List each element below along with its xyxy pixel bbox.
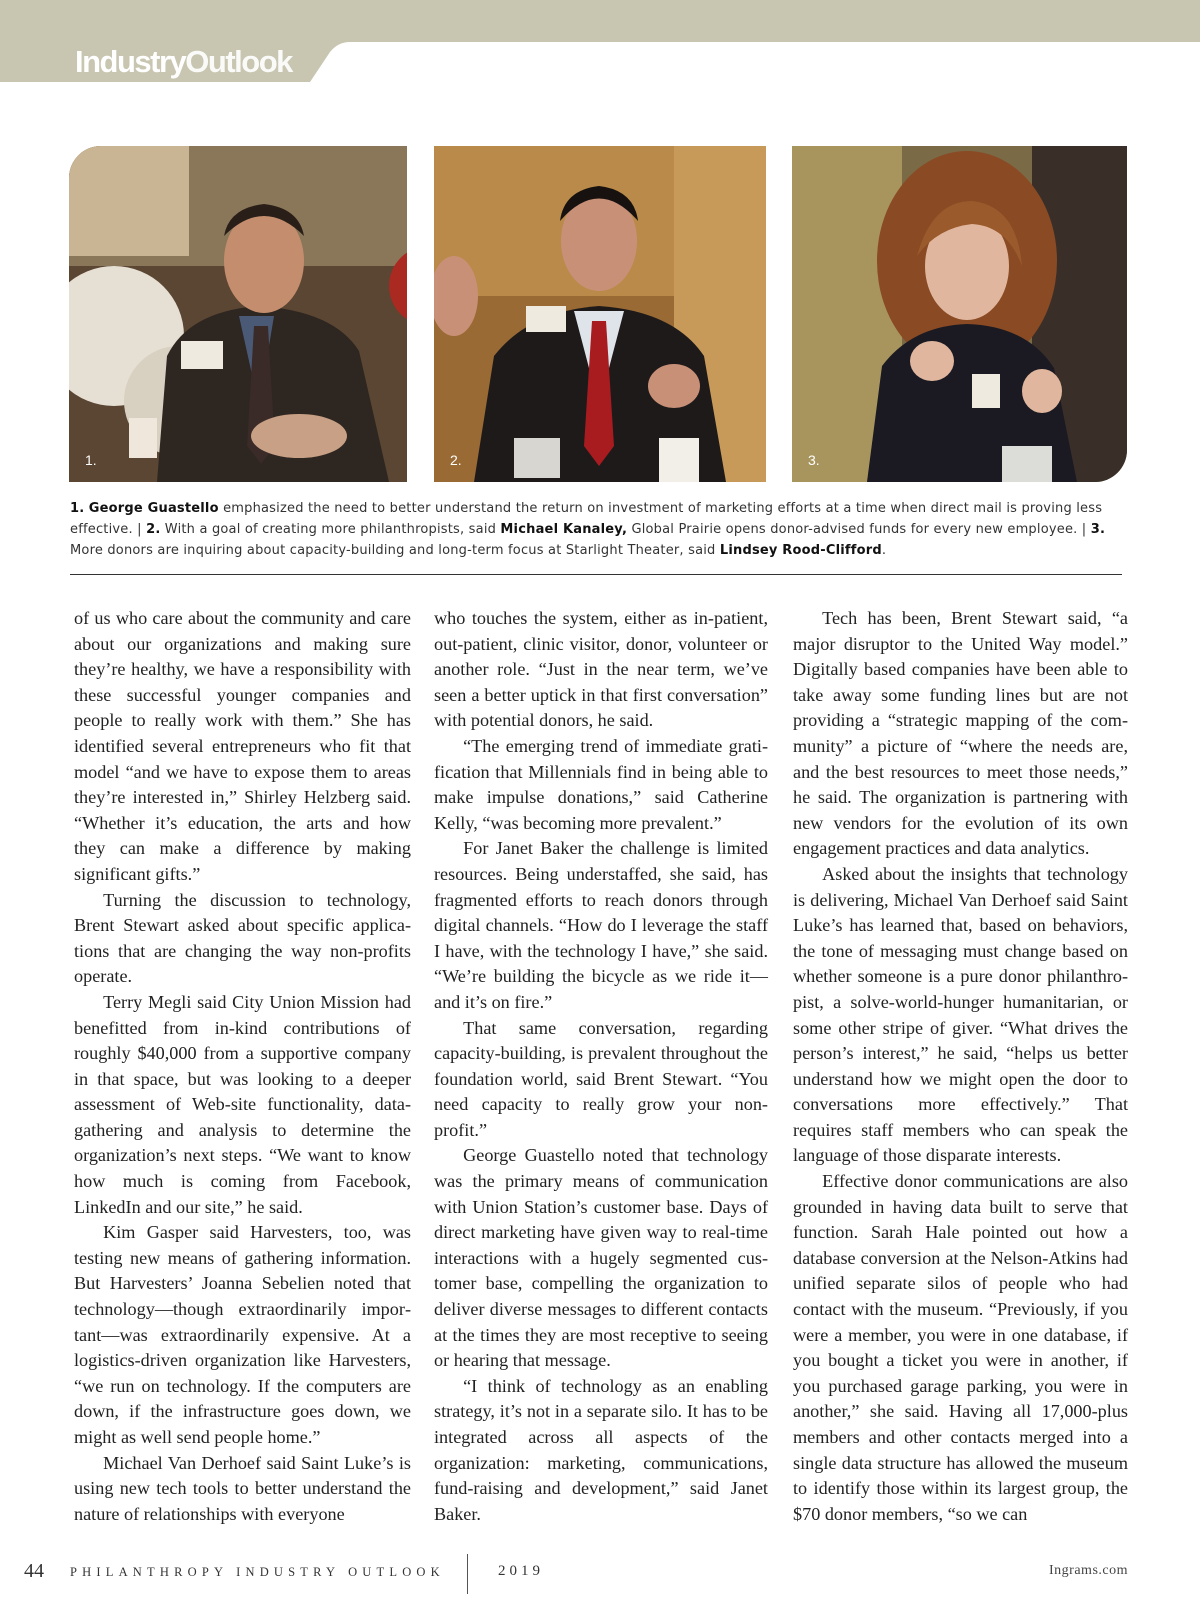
publication-title: PHILANTHROPY INDUSTRY OUTLOOK <box>70 1565 445 1579</box>
photo-george-guastello <box>69 146 407 482</box>
article-column-1 <box>74 606 411 1527</box>
section-title-word-2: Outlook <box>185 44 292 79</box>
photo-michael-kanaley <box>434 146 766 482</box>
header-band <box>0 0 1200 40</box>
caption-text: More donors are inquiring about capacity-building and long-term focus at Starlight Theater, said <box>70 543 720 558</box>
caption-name: George Guastello <box>88 501 219 516</box>
paragraph: For Janet Baker the challenge is limited resources. Being understaffed, she said, has fragmented efforts to reach donors through digital channels. “How do I leverage the staff I have, with the technology I have,” she said. “We’re building the bicycle as we ride it—and it’s on fire.” <box>434 838 768 1012</box>
caption-number: 3. <box>1090 522 1106 537</box>
article-column-2 <box>434 606 768 1527</box>
caption-text: . <box>881 543 887 558</box>
photo-caption <box>70 498 1126 561</box>
site-link[interactable]: Ingrams.com <box>1049 1563 1128 1578</box>
section-title-word-1: Industry <box>75 44 186 79</box>
section-title <box>75 42 292 82</box>
photo-lindsey-rood-clifford <box>792 146 1127 482</box>
paragraph: Kim Gasper said Harvesters, too, was testing new means of gathering information. But Harvesters’ Joanna Sebelien noted that technology—though extraordinarily important—was extraordinarily expensive. At a logistics-driven organization like Harvesters, “we run on technology. If the computers are down, if the infrastructure goes down, we might as well send people home.” <box>74 1222 411 1447</box>
photo-number: 1. <box>85 452 97 468</box>
caption-text: With a goal of creating more philanthropists, said <box>160 522 501 537</box>
paragraph: Terry Megli said City Union Mission had benefitted from in-kind contributions of roughly $40,000 from a supportive company in that space, but was looking to a deeper assessment of Web-site functionality, data-gathering and analysis to determine the organization’s next steps. “We want to know how much is coming from Facebook, LinkedIn and our site,” he said. <box>74 991 411 1217</box>
photo-number: 2. <box>450 452 462 468</box>
caption-divider <box>70 574 1122 575</box>
caption-name: Michael Kanaley, <box>500 522 628 537</box>
paragraph: George Guastello noted that technology was the primary means of communication with Union Station’s customer base. Days of direct marketing have given way to real-time interactions with a hugely segmented customer base, compelling the organization to deliver diverse messages to different contacts at the times they are most receptive to seeing or hearing that message. <box>434 1145 768 1371</box>
caption-name: Lindsey Rood-Clifford <box>719 543 882 558</box>
caption-number: 1. <box>70 501 85 516</box>
paragraph: who touches the system, either as in-patient, out-patient, clinic visitor, donor, volunteer or another role. “Just in the near term, we’ve seen a better uptick in that first conversation” with potential donors, he said. <box>434 608 768 731</box>
paragraph: “I think of technology as an enabling strategy, it’s not in a separate silo. It has to be integrated across all aspects of the organization: marketing, communications, fund-raising and development,” said Janet Baker. <box>434 1375 768 1524</box>
paragraph: Tech has been, Brent Stewart said, “a major disruptor to the United Way model.” Digitally based companies have been able to take away some funding lines but are not providing a “strategic mapping of the community” a picture of “where the needs are, and the best resources to meet those needs,” he said. The organization is partnering with new vendors for the evolution of its own engagement practices and data analytics. <box>793 608 1128 859</box>
paragraph: Turning the discussion to technology, Brent Stewart asked about specific applications that are changing the way non-profits operate. <box>74 889 411 987</box>
paragraph: That same conversation, regarding capacity-building, is prevalent throughout the foundation world, said Brent Stewart. “You need capacity to really grow your non-profit.” <box>434 1017 768 1140</box>
caption-text: Global Prairie opens donor-advised funds for every new employee. | <box>627 522 1091 537</box>
caption-number: 2. <box>146 522 161 537</box>
paragraph: of us who care about the community and care about our organizations and making sure they’re healthy, we have a responsibility with these successful younger companies and people to really work with them.” She has identified several entrepreneurs who fit that model “and we have to expose them to areas they’re interested in,” Shirley Helzberg said. “Whether it’s education, the arts and how they can make a difference by making significant gifts.” <box>74 608 411 884</box>
paragraph: Asked about the insights that technology is delivering, Michael Van Derhoef said Saint Luke’s has learned that, based on behaviors, the tone of messaging must change based on whether someone is a pure donor philanthropist, a solve-world-hunger humanitarian, or some other stripe of giver. “What drives the person’s interest,” he said, “helps us better understand how we might open the door to conversations more effectively.” That requires staff members who can speak the language of those disparate interests. <box>793 863 1128 1166</box>
paragraph: Effective donor communications are also grounded in having data built to serve that function. Sarah Hale pointed out how a database conversion at the Nelson-Atkins had unified separate silos of people who had contact with the museum. “Previously, if you were a member, you were in one database, if you bought a ticket you were in another, if you purchased garage parking, you were in another,” she said. Having all 17,000-plus members and other contacts merged into a single data structure has allowed the museum to identify those within its largest group, the $70 donor members, “so we can <box>793 1171 1128 1524</box>
paragraph: Michael Van Derhoef said Saint Luke’s is using new tech tools to better understand the nature of relationships with everyone <box>74 1452 411 1524</box>
footer-divider <box>467 1554 468 1594</box>
issue-year: 2019 <box>498 1563 544 1579</box>
paragraph: “The emerging trend of immediate gratification that Millennials find in being able to make impulse donations,” said Catherine Kelly, “was becoming more prevalent.” <box>434 735 768 833</box>
page-number: 44 <box>24 1560 44 1582</box>
photo-number: 3. <box>808 452 820 468</box>
caption-text: emphasized the need to better understand the return on investment of marketing efforts at a time when direct mail is proving less effective. | <box>70 501 1103 537</box>
article-column-3 <box>793 606 1128 1527</box>
